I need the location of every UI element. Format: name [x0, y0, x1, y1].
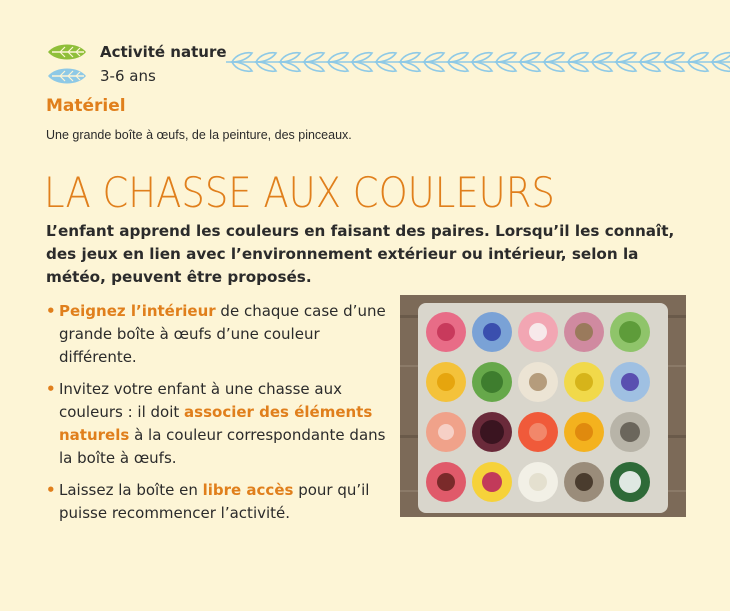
list-item [46, 300, 386, 369]
list-item-text: pour qu’il puisse recommencer l’activité. [59, 481, 370, 522]
bullet-dot-icon: • [46, 302, 56, 320]
highlight-text: Peignez l’intérieur [59, 302, 216, 320]
list-item-text: Invitez votre enfant à une chasse aux couleurs : il doit [59, 380, 342, 421]
page-title: LA CHASSE AUX COULEURS [44, 168, 555, 217]
egg-box-photo [400, 295, 686, 517]
green-leaf-icon [46, 42, 88, 62]
materials-heading: Matériel [46, 96, 126, 116]
list-item-text: à la couleur correspondante dans la boîte à œufs. [59, 426, 386, 467]
bullet-dot-icon: • [46, 380, 56, 398]
highlight-text: libre accès [202, 481, 294, 499]
list-item-text: de chaque case d’une grande boîte à œufs d’une couleur différente. [59, 302, 386, 366]
blue-leaf-icon [46, 66, 88, 86]
leaf-garland-decoration [226, 40, 730, 84]
list-item-text: Laissez la boîte en [59, 481, 203, 499]
activity-type: Activité nature [100, 43, 227, 61]
list-item [46, 378, 386, 470]
age-range: 3-6 ans [100, 67, 156, 85]
list-item [46, 479, 386, 525]
materials-text: Une grande boîte à œufs, de la peinture, des pinceaux. [46, 128, 352, 142]
intro-paragraph: L’enfant apprend les couleurs en faisant des paires. Lorsqu’il les connaît, des jeux en lien avec l’environnement extérieur ou intérieur, selon la météo, peuvent être proposés. [46, 222, 675, 286]
highlight-text: associer des éléments naturels [59, 403, 373, 444]
activity-type-row [46, 42, 227, 62]
bullet-dot-icon: • [46, 481, 56, 499]
instructions-list [46, 300, 386, 534]
age-range-row [46, 66, 156, 86]
